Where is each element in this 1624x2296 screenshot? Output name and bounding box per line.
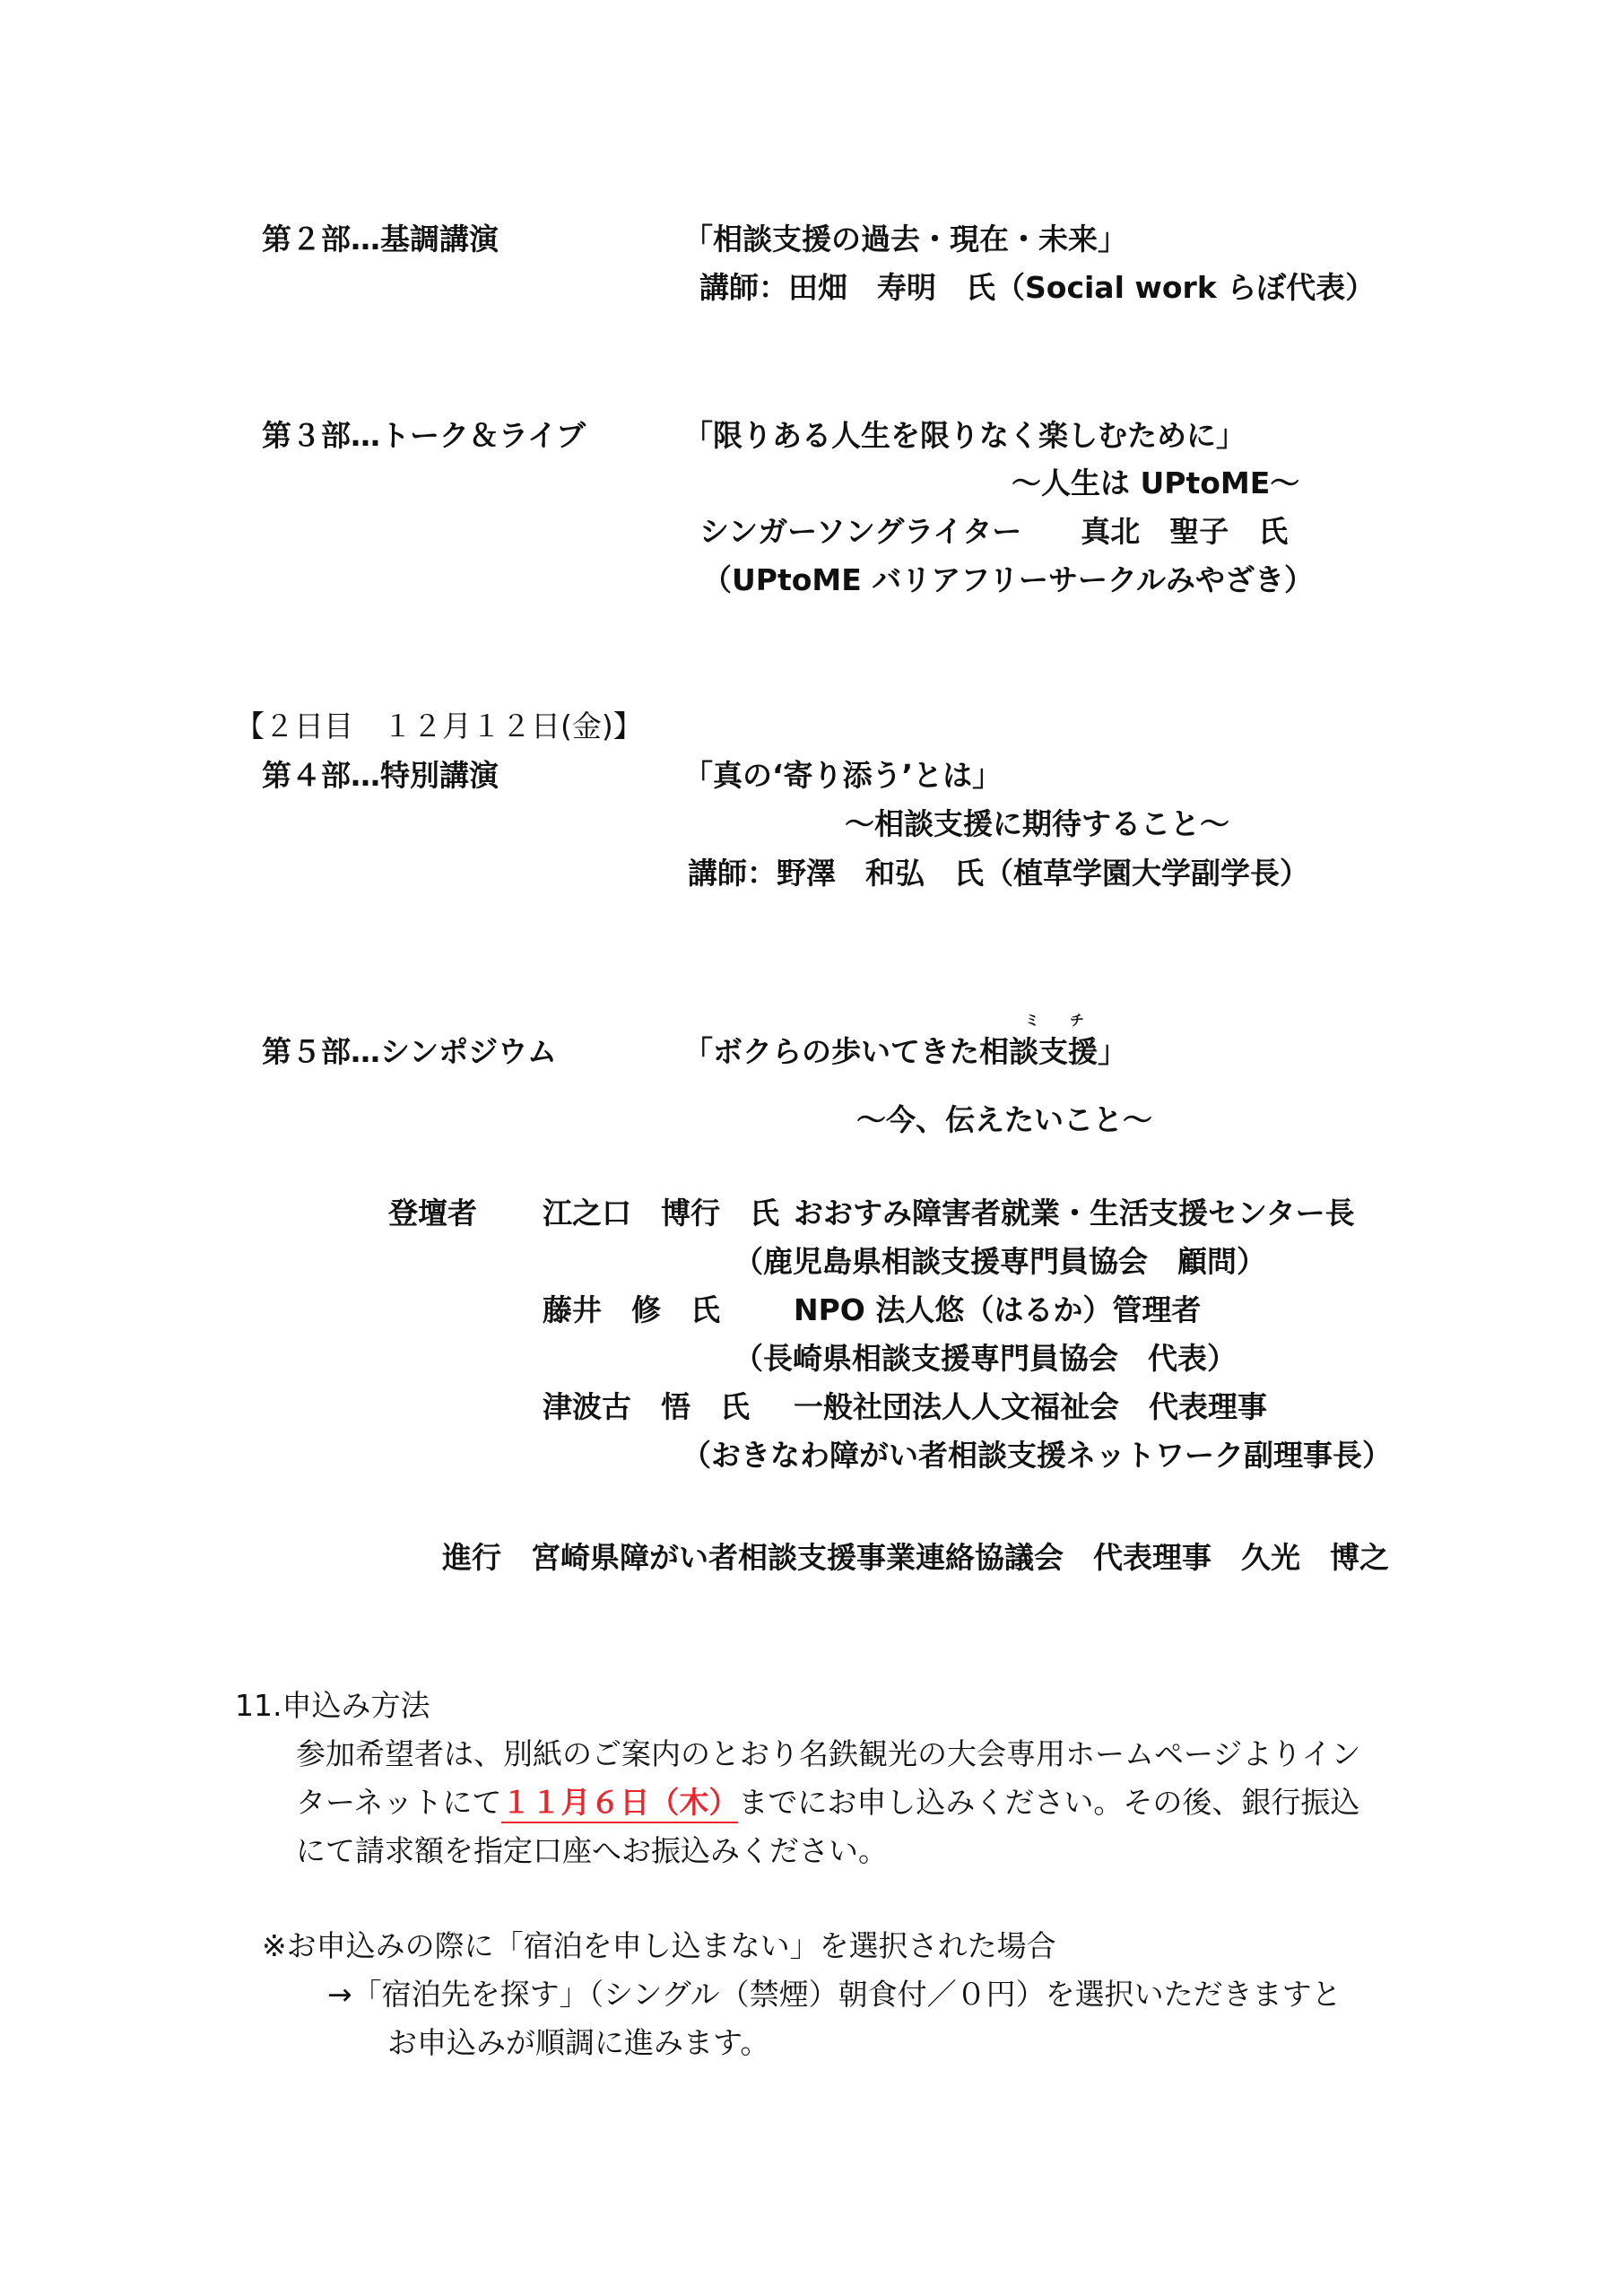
panelist-org-2: （長崎県相談支援専門員協会 代表） bbox=[734, 1341, 1237, 1376]
application-note-detail-1: →「宿泊先を探す」（シングル（禁煙）朝食付／０円）を選択いただきますと bbox=[327, 1977, 1342, 2012]
application-deadline: １１月６日（木） bbox=[501, 1785, 738, 1823]
part3-label: 第３部…トーク＆ライブ bbox=[262, 418, 586, 453]
part2-speaker: 講師：田畑 寿明 氏（Social work らぼ代表） bbox=[699, 270, 1376, 305]
part4-label: 第４部…特別講演 bbox=[262, 758, 499, 793]
panelist-name-1: 江之口 博行 氏 bbox=[543, 1196, 779, 1231]
application-note: ※お申込みの際に「宿泊を申し込まない」を選択された場合 bbox=[262, 1928, 1056, 1963]
part3-performer: シンガーソングライター 真北 聖子 氏 bbox=[699, 514, 1289, 549]
panelist-role-3: 一般社団法人人文福祉会 代表理事 bbox=[794, 1389, 1267, 1424]
part5-title: 「ボクらの歩いてきた相談支援」 bbox=[683, 1034, 1127, 1069]
panel-label: 登壇者 bbox=[388, 1196, 477, 1231]
application-line-1: 参加希望者は、別紙のご案内のとおり名鉄観光の大会専用ホームページよりイン bbox=[296, 1736, 1361, 1771]
moderator: 進行 宮崎県障がい者相談支援事業連絡協議会 代表理事 久光 博之 bbox=[442, 1540, 1389, 1575]
part5-ruby-mi: ミ bbox=[1025, 1012, 1040, 1029]
day2-heading: 【２日目 １２月１２日(金)】 bbox=[235, 709, 643, 744]
panelist-role-2: NPO 法人悠（はるか）管理者 bbox=[794, 1292, 1202, 1327]
application-line-2-post: までにお申し込みください。その後、銀行振込 bbox=[738, 1785, 1360, 1820]
application-line-2 bbox=[296, 1785, 1360, 1820]
panelist-org-3: （おきなわ障がい者相談支援ネットワーク副理事長） bbox=[682, 1438, 1392, 1473]
part3-affiliation: （UPtoME バリアフリーサークルみやざき） bbox=[702, 562, 1314, 597]
part4-subtitle: ～相談支援に期待すること～ bbox=[845, 806, 1229, 841]
part5-label: 第５部…シンポジウム bbox=[262, 1034, 557, 1069]
part5-subtitle: ～今、伝えたいこと～ bbox=[856, 1102, 1152, 1137]
part2-label: 第２部…基調講演 bbox=[262, 222, 499, 257]
part3-title: 「限りある人生を限りなく楽しむために」 bbox=[683, 418, 1246, 453]
application-line-2-pre: ターネットにて bbox=[296, 1785, 502, 1820]
part3-subtitle: ～人生は UPtoME～ bbox=[1012, 465, 1300, 500]
part2-title: 「相談支援の過去・現在・未来」 bbox=[683, 222, 1127, 257]
panelist-name-2: 藤井 修 氏 bbox=[543, 1292, 720, 1327]
panelist-role-1: おおすみ障害者就業・生活支援センター長 bbox=[794, 1196, 1355, 1231]
application-heading: 11.申込み方法 bbox=[235, 1688, 430, 1723]
part4-speaker: 講師：野澤 和弘 氏（植草学園大学副学長） bbox=[688, 856, 1309, 891]
panelist-name-3: 津波古 悟 氏 bbox=[543, 1389, 750, 1424]
application-note-detail-2: お申込みが順調に進みます。 bbox=[387, 2025, 770, 2060]
part4-title: 「真の‘寄り添う’とは」 bbox=[683, 758, 1003, 793]
part5-ruby-chi: チ bbox=[1070, 1012, 1085, 1029]
panelist-org-1: （鹿児島県相談支援専門員協会 顧問） bbox=[734, 1244, 1266, 1279]
application-line-3: にて請求額を指定口座へお振込みください。 bbox=[296, 1833, 888, 1868]
